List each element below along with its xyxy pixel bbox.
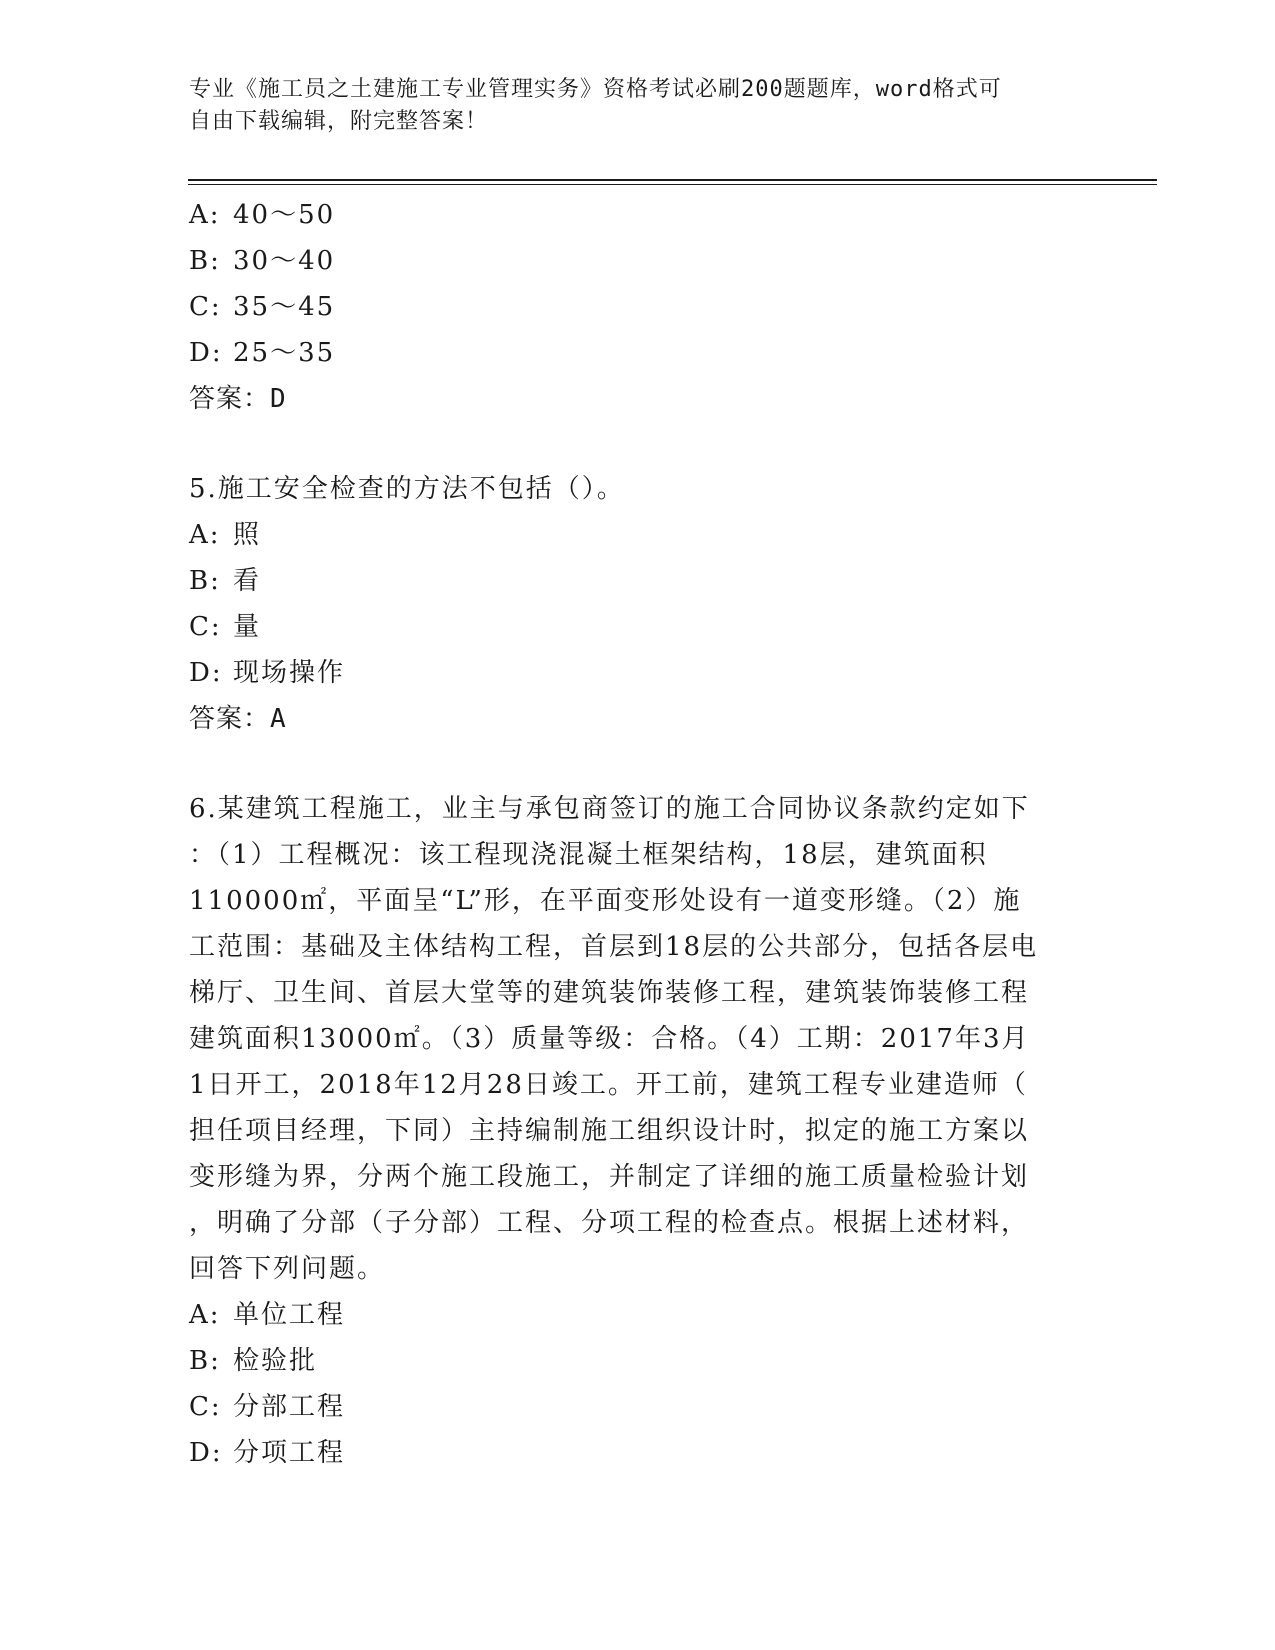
option-text: 分项工程 [233, 1438, 346, 1468]
option-text: 看 [233, 566, 262, 596]
header-rule-thin [188, 184, 1157, 185]
option-text: 照 [233, 520, 262, 550]
question-content [189, 192, 1089, 1476]
option-text: 分部工程 [233, 1392, 346, 1422]
document-header [189, 74, 1089, 138]
stem-line: 变形缝为界，分两个施工段施工，并制定了详细的施工质量检验计划 [189, 1162, 1030, 1192]
option-a [189, 512, 1089, 558]
stem-line: 梯厅、卫生间、首层大堂等的建筑装饰装修工程，建筑装饰装修工程 [189, 978, 1030, 1008]
option-letter: B: [189, 246, 221, 276]
option-d [189, 330, 1089, 376]
spacer [189, 742, 1089, 786]
option-letter: C: [189, 292, 222, 322]
option-a [189, 192, 1089, 238]
stem-line: 110000㎡，平面呈“L”形，在平面变形处设有一道变形缝。（2）施 [189, 886, 1022, 916]
option-c [189, 604, 1089, 650]
option-letter: D: [189, 1438, 223, 1468]
stem-line: 担任项目经理，下同）主持编制施工组织设计时，拟定的施工方案以 [189, 1116, 1030, 1146]
option-text: 25～35 [233, 338, 336, 368]
header-line-2: 自由下载编辑，附完整答案！ [189, 109, 489, 134]
option-a [189, 1292, 1089, 1338]
option-letter: B: [189, 566, 221, 596]
option-letter: C: [189, 1392, 222, 1422]
option-text: 检验批 [233, 1346, 318, 1376]
question-5-stem: 5.施工安全检查的方法不包括（）。 [189, 474, 625, 504]
stem-line: ：（1）工程概况：该工程现浇混凝土框架结构，18层，建筑面积 [189, 840, 988, 870]
stem-line: 6.某建筑工程施工，业主与承包商签订的施工合同协议条款约定如下 [189, 794, 1030, 824]
stem-line: 回答下列问题。 [189, 1254, 386, 1284]
option-text: 现场操作 [233, 658, 346, 688]
option-b [189, 558, 1089, 604]
question-5-answer: 答案：A [189, 704, 287, 734]
option-letter: D: [189, 338, 223, 368]
spacer [189, 422, 1089, 466]
header-rule-thick [188, 179, 1157, 181]
option-text: 量 [233, 612, 262, 642]
question-6-stem [189, 786, 1089, 1292]
option-letter: B: [189, 1346, 221, 1376]
option-b [189, 238, 1089, 284]
option-letter: D: [189, 658, 223, 688]
option-d [189, 1430, 1089, 1476]
question-4-options [189, 192, 1089, 422]
option-c [189, 284, 1089, 330]
header-line-1: 专业《施工员之土建施工专业管理实务》资格考试必刷200题题库，word格式可 [189, 77, 1002, 102]
option-b [189, 1338, 1089, 1384]
option-letter: A: [189, 1300, 221, 1330]
option-d [189, 650, 1089, 696]
stem-line: 工范围：基础及主体结构工程，首层到18层的公共部分，包括各层电 [189, 932, 1039, 962]
option-text: 35～45 [233, 292, 336, 322]
option-text: 单位工程 [233, 1300, 346, 1330]
question-6 [189, 786, 1089, 1476]
question-5 [189, 466, 1089, 742]
option-c [189, 1384, 1089, 1430]
stem-line: ，明确了分部（子分部）工程、分项工程的检查点。根据上述材料， [189, 1208, 1030, 1238]
question-4-answer: 答案：D [189, 384, 287, 414]
option-letter: A: [189, 200, 221, 230]
stem-line: 建筑面积13000㎡。（3）质量等级：合格。（4）工期：2017年3月 [189, 1024, 1030, 1054]
option-letter: C: [189, 612, 222, 642]
stem-line: 1日开工，2018年12月28日竣工。开工前，建筑工程专业建造师（ [189, 1070, 1028, 1100]
option-text: 40～50 [233, 200, 336, 230]
option-text: 30～40 [233, 246, 336, 276]
option-letter: A: [189, 520, 221, 550]
